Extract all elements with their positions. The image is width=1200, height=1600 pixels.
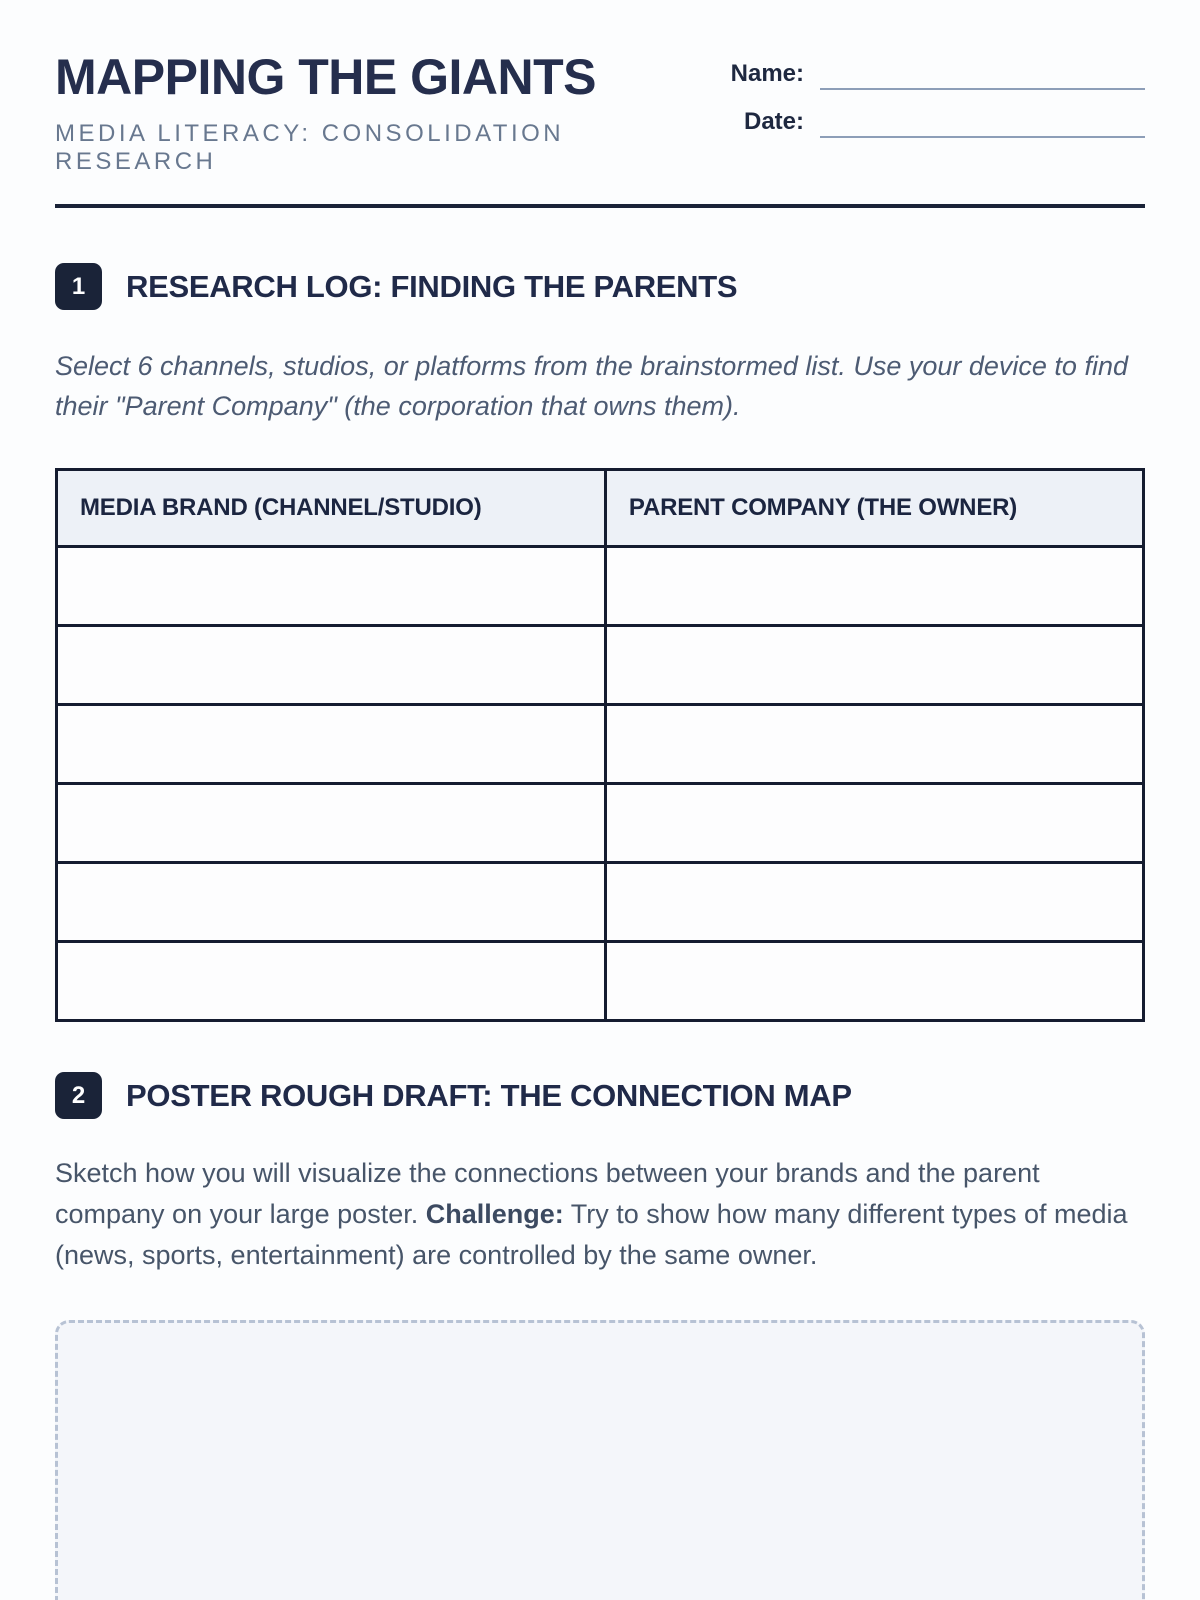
table-cell[interactable] — [605, 547, 1143, 626]
section2-instructions-start: Sketch how you will visualize the connections between your brands and the parent company on your large poster. — [55, 1158, 1040, 1229]
table-cell[interactable] — [57, 547, 606, 626]
date-field[interactable] — [820, 108, 1145, 138]
section2-instructions — [55, 1153, 1145, 1276]
table-cell[interactable] — [605, 863, 1143, 942]
research-table-header-row — [57, 470, 1144, 547]
name-field[interactable] — [820, 60, 1145, 90]
section2-instructions-end: Try to show how many different types of media (news, sports, entertainment) are controlled by the same owner. — [55, 1199, 1128, 1270]
section2-title: POSTER ROUGH DRAFT: THE CONNECTION MAP — [126, 1077, 852, 1113]
header-divider — [55, 204, 1145, 208]
table-cell[interactable] — [605, 626, 1143, 705]
table-cell[interactable] — [605, 942, 1143, 1021]
name-label: Name: — [730, 60, 804, 87]
table-cell[interactable] — [57, 942, 606, 1021]
table-row — [57, 942, 1144, 1021]
page-subtitle: MEDIA LITERACY: CONSOLIDATION RESEARCH — [55, 120, 565, 175]
research-log-table — [55, 468, 1145, 1022]
table-cell[interactable] — [57, 784, 606, 863]
research-table-head — [57, 470, 1144, 547]
column-header-parent-company: PARENT COMPANY (THE OWNER) — [605, 470, 1143, 547]
section1-title: RESEARCH LOG: FINDING THE PARENTS — [126, 268, 738, 304]
name-date-fields — [720, 52, 1145, 156]
table-cell[interactable] — [605, 705, 1143, 784]
date-field-row — [720, 108, 1145, 138]
table-row — [57, 863, 1144, 942]
table-row — [57, 705, 1144, 784]
section2-challenge-label: Challenge: — [425, 1199, 564, 1229]
worksheet-header — [55, 49, 1145, 176]
section2-heading — [55, 1072, 1145, 1119]
column-header-media-brand: MEDIA BRAND (CHANNEL/STUDIO) — [57, 470, 606, 547]
table-cell[interactable] — [57, 863, 606, 942]
table-cell[interactable] — [57, 705, 606, 784]
table-row — [57, 547, 1144, 626]
sketch-area[interactable] — [55, 1320, 1145, 1600]
table-cell[interactable] — [57, 626, 606, 705]
section2-number-badge: 2 — [55, 1072, 102, 1119]
date-label: Date: — [743, 108, 804, 135]
name-field-row — [720, 60, 1145, 90]
table-row — [57, 784, 1144, 863]
section1-heading — [55, 263, 1145, 310]
research-table-body — [57, 547, 1144, 1021]
section1-instructions: Select 6 channels, studios, or platforms from the brainstormed list. Use your device to find their "Parent Company" (the corporation that owns them). — [55, 351, 1128, 421]
table-row — [57, 626, 1144, 705]
title-block — [55, 49, 715, 176]
page-title: MAPPING THE GIANTS — [55, 49, 597, 105]
section1-number-badge: 1 — [55, 263, 102, 310]
table-cell[interactable] — [605, 784, 1143, 863]
